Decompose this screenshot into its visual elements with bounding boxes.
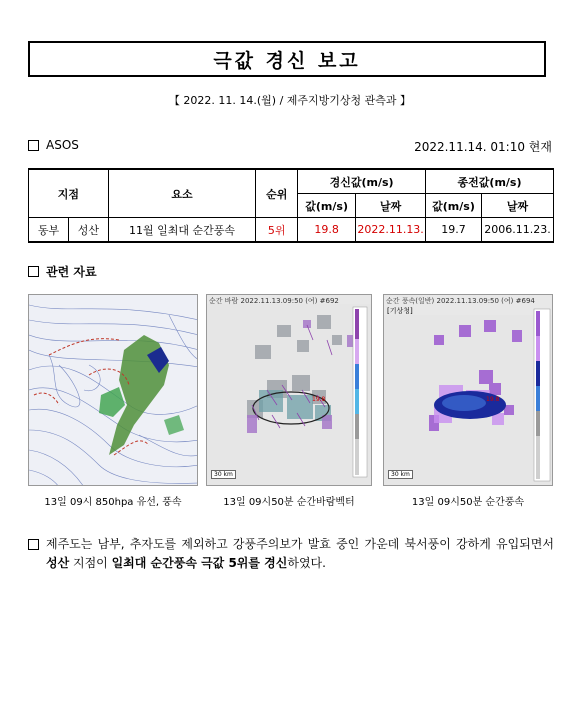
gust-speed-map-image — [383, 294, 553, 486]
svg-text:19.8: 19.8 — [486, 396, 500, 403]
caption-streamline: 13일 09시 850hpa 유선, 풍속 — [44, 497, 182, 508]
summary-paragraph — [28, 535, 554, 573]
summary-station: 성산 — [46, 556, 70, 570]
related-label: 관련 자료 — [46, 265, 97, 279]
panel-3-scale: 30 km — [388, 470, 413, 479]
panel-3-tag: [기상청] — [387, 307, 413, 315]
report-subtitle: 【 2022. 11. 14.(월) / 제주지방기상청 관측과 】 — [168, 94, 412, 107]
cell-new-value: 19.8 — [298, 218, 356, 243]
cell-prev-date: 2006.11.23. — [481, 218, 553, 243]
observation-datetime: 2022.11.14. 01:10 현재 — [414, 140, 552, 154]
wind-vector-map-image — [206, 294, 372, 486]
svg-text:19.8: 19.8 — [312, 396, 326, 403]
checkbox-square-icon — [28, 266, 39, 277]
panel-2-scale: 30 km — [211, 470, 236, 479]
cell-station: 성산 — [68, 218, 108, 243]
streamline-map-image — [28, 294, 198, 486]
checkbox-square-icon — [28, 539, 39, 550]
header-new-value: 경신값(m/s) — [298, 169, 426, 194]
summary-part-1: 제주도는 남부, 추자도를 제외하고 강풍주의보가 발효 중인 가운데 북서풍이 강하게 유입되면서 — [46, 537, 554, 551]
cell-new-date: 2022.11.13. — [356, 218, 426, 243]
cell-element: 11월 일최대 순간풍속 — [108, 218, 256, 243]
record-table — [28, 168, 554, 243]
caption-wind-vector: 13일 09시50분 순간바람벡터 — [223, 497, 355, 508]
header-prev-val: 값(m/s) — [426, 194, 482, 218]
caption-gust-speed: 13일 09시50분 순간풍속 — [411, 497, 525, 508]
cell-rank: 5위 — [256, 218, 298, 243]
header-new-val: 값(m/s) — [298, 194, 356, 218]
related-section-heading — [28, 263, 97, 280]
panel-2-title: 순간 바람 2022.11.13.09:50 (여) #692 — [209, 297, 339, 305]
header-element: 요소 — [108, 169, 256, 218]
panel-3-title: 순간 풍속(일반) 2022.11.13.09:50 (여) #694 — [386, 297, 535, 305]
header-prev-date: 날짜 — [481, 194, 553, 218]
asos-section-heading — [28, 138, 79, 152]
cell-prev-value: 19.7 — [426, 218, 482, 243]
summary-record: 일최대 순간풍속 극값 5위를 경신 — [111, 556, 288, 570]
asos-label: ASOS — [46, 138, 79, 152]
header-station: 지점 — [29, 169, 109, 218]
header-prev-value: 종전값(m/s) — [426, 169, 554, 194]
checkbox-square-icon — [28, 140, 39, 151]
summary-text — [46, 535, 554, 573]
report-title: 극값 경신 보고 — [28, 41, 546, 77]
header-new-date: 날짜 — [356, 194, 426, 218]
header-rank: 순위 — [256, 169, 298, 218]
summary-part-2: 지점이 — [69, 556, 112, 570]
cell-region: 동부 — [29, 218, 69, 243]
summary-part-3: 하였다. — [287, 556, 326, 570]
